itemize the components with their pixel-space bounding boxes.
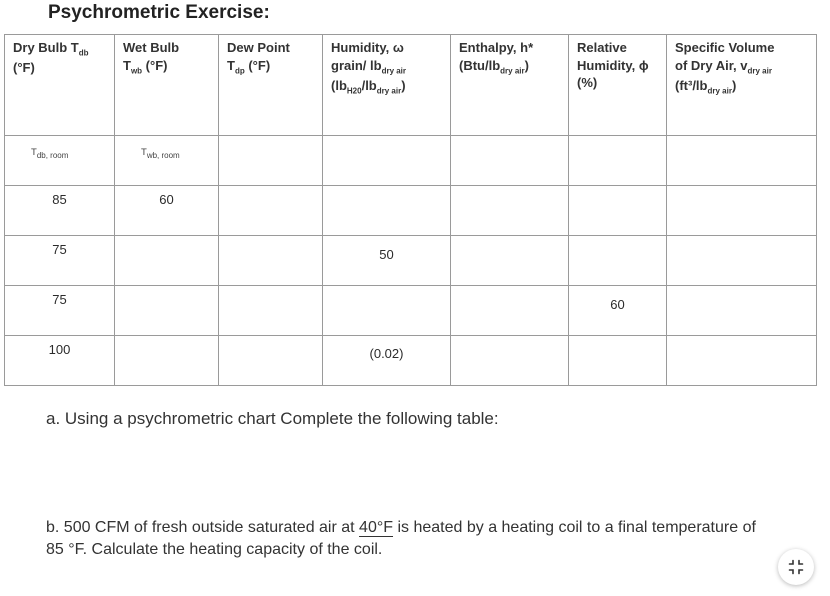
table-cell[interactable]: 60 (115, 186, 219, 236)
table-row (5, 186, 817, 236)
table-cell[interactable] (569, 186, 667, 236)
table-header-row (5, 35, 817, 136)
question-b: b. 500 CFM of fresh outside saturated air at 40°F is heated by a heating coil to a final temperature of 85 °F. Calculate the heating capacity of the coil. (46, 519, 756, 559)
table-cell[interactable]: 100 (5, 336, 115, 386)
table-cell[interactable] (323, 136, 451, 186)
table-row (5, 286, 817, 336)
header-humidity: Humidity, ω grain/ $lb_{dry air}$ $(lb_{H20}/lb_{dry air})$ (323, 35, 451, 136)
table-row (5, 236, 817, 286)
table-cell[interactable]: 50 (323, 236, 451, 286)
table-cell[interactable] (667, 136, 817, 186)
table-cell[interactable]: 60 (569, 286, 667, 336)
table-cell[interactable]: 75 (5, 236, 115, 286)
table-cell[interactable] (323, 186, 451, 236)
header-dry-bulb: Dry Bulb $T_{db}$ (°F) (5, 35, 115, 136)
table-cell[interactable] (451, 286, 569, 336)
table-cell[interactable] (219, 286, 323, 336)
table-cell[interactable] (451, 136, 569, 186)
table-row (5, 336, 817, 386)
header-enthalpy: Enthalpy, h* $(Btu/lb_{dry air})$ (451, 35, 569, 136)
table-cell[interactable] (219, 136, 323, 186)
header-dew-point: Dew Point $T_{dp}$ (°F) (219, 35, 323, 136)
table-cell[interactable] (219, 236, 323, 286)
expand-button[interactable] (778, 549, 814, 585)
row-label-tdb-room: $T_{db, room}$ (31, 147, 69, 160)
table-cell[interactable] (667, 286, 817, 336)
row-label-twb-room: $T_{wb, room}$ (141, 147, 180, 160)
table-cell[interactable] (115, 236, 219, 286)
table-cell[interactable] (667, 186, 817, 236)
table-cell[interactable] (115, 336, 219, 386)
table-cell[interactable] (569, 136, 667, 186)
table-cell[interactable]: (0.02) (323, 336, 451, 386)
table-row (5, 136, 817, 186)
page-title: Psychrometric Exercise: (48, 2, 270, 23)
table-cell[interactable] (667, 336, 817, 386)
psychrometric-table (4, 34, 817, 386)
table-cell[interactable] (451, 186, 569, 236)
table-cell[interactable] (115, 136, 219, 186)
table-cell[interactable] (5, 136, 115, 186)
table-cell[interactable] (667, 236, 817, 286)
table-cell[interactable] (219, 186, 323, 236)
table-cell[interactable] (569, 236, 667, 286)
expand-arrows-icon (788, 559, 804, 575)
table-cell[interactable] (569, 336, 667, 386)
table-cell[interactable]: 85 (5, 186, 115, 236)
header-wet-bulb: Wet Bulb $T_{wb}$ (°F) (115, 35, 219, 136)
table-cell[interactable]: 75 (5, 286, 115, 336)
header-specific-volume: Specific Volume of Dry Air, $v_{dry air}$ $(ft^3/lb_{dry air})$ (667, 35, 817, 136)
table-cell[interactable] (451, 336, 569, 386)
underlined-temperature: 40°F (359, 519, 394, 536)
table-cell[interactable] (451, 236, 569, 286)
table-cell[interactable] (115, 286, 219, 336)
question-a: a. Using a psychrometric chart Complete the following table: (46, 409, 499, 428)
header-relative-humidity: Relative Humidity, ϕ (%) (569, 35, 667, 136)
table-cell[interactable] (219, 336, 323, 386)
table-cell[interactable] (323, 286, 451, 336)
